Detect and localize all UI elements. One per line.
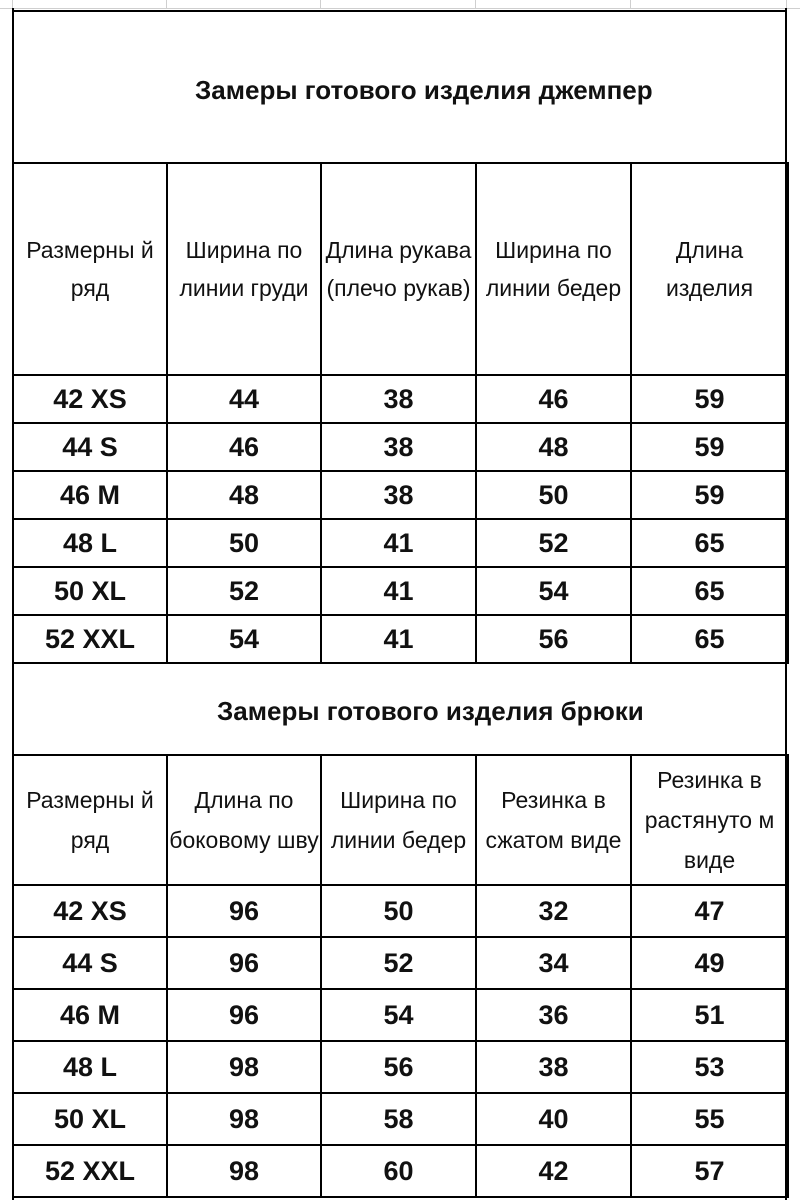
value-cell: 50 [476, 471, 631, 519]
size-cell: 50 XL [13, 1093, 167, 1145]
value-cell: 57 [631, 1145, 788, 1197]
value-cell: 96 [167, 885, 321, 937]
value-cell: 65 [631, 615, 788, 663]
value-cell: 96 [167, 989, 321, 1041]
value-cell: 44 [167, 375, 321, 423]
value-cell: 41 [321, 567, 476, 615]
trousers-header-elastic-relaxed: Резинка в сжатом виде [476, 755, 631, 885]
value-cell: 51 [631, 989, 788, 1041]
value-cell: 54 [476, 567, 631, 615]
size-cell: 52 XXL [13, 1145, 167, 1197]
value-cell: 54 [167, 615, 321, 663]
table-row [13, 1041, 788, 1093]
value-cell: 41 [321, 615, 476, 663]
column-divider [475, 0, 476, 8]
value-cell: 65 [631, 519, 788, 567]
value-cell: 40 [476, 1093, 631, 1145]
value-cell: 60 [321, 1145, 476, 1197]
value-cell: 58 [321, 1093, 476, 1145]
size-cell: 46 M [13, 989, 167, 1041]
value-cell: 42 [476, 1145, 631, 1197]
table-row [13, 615, 788, 663]
table-row [13, 989, 788, 1041]
jumper-table-title: Замеры готового изделия джемпер [195, 74, 653, 105]
value-cell: 38 [476, 1041, 631, 1093]
sheet-top-border [12, 10, 787, 12]
trousers-size-table [12, 754, 789, 1198]
table-row [13, 567, 788, 615]
value-cell: 53 [631, 1041, 788, 1093]
table-row [13, 519, 788, 567]
jumper-header-chest-width: Ширина по линии груди [167, 163, 321, 375]
table-row [13, 1093, 788, 1145]
value-cell: 59 [631, 423, 788, 471]
trousers-header-hip-width: Ширина по линии бедер [321, 755, 476, 885]
column-divider [630, 0, 631, 8]
value-cell: 49 [631, 937, 788, 989]
value-cell: 52 [476, 519, 631, 567]
value-cell: 98 [167, 1041, 321, 1093]
value-cell: 38 [321, 375, 476, 423]
table-row [13, 375, 788, 423]
size-cell: 44 S [13, 423, 167, 471]
value-cell: 50 [321, 885, 476, 937]
value-cell: 50 [167, 519, 321, 567]
value-cell: 34 [476, 937, 631, 989]
size-cell: 42 XS [13, 375, 167, 423]
jumper-header-sleeve-length: Длина рукава (плечо рукав) [321, 163, 476, 375]
size-cell: 42 XS [13, 885, 167, 937]
value-cell: 46 [476, 375, 631, 423]
value-cell: 52 [321, 937, 476, 989]
trousers-header-row [13, 755, 788, 885]
value-cell: 41 [321, 519, 476, 567]
value-cell: 55 [631, 1093, 788, 1145]
size-cell: 48 L [13, 519, 167, 567]
value-cell: 98 [167, 1093, 321, 1145]
trousers-header-size: Размерны й ряд [13, 755, 167, 885]
jumper-header-length: Длина изделия [631, 163, 788, 375]
column-divider [12, 0, 13, 8]
size-cell: 44 S [13, 937, 167, 989]
value-cell: 52 [167, 567, 321, 615]
jumper-header-size: Размерны й ряд [13, 163, 167, 375]
trousers-table-title: Замеры готового изделия брюки [217, 695, 644, 726]
jumper-header-row [13, 163, 788, 375]
table-row [13, 1145, 788, 1197]
value-cell: 38 [321, 423, 476, 471]
value-cell: 56 [321, 1041, 476, 1093]
jumper-size-table [12, 162, 789, 664]
table-row [13, 423, 788, 471]
table-row [13, 471, 788, 519]
value-cell: 56 [476, 615, 631, 663]
column-divider [320, 0, 321, 8]
value-cell: 65 [631, 567, 788, 615]
value-cell: 59 [631, 375, 788, 423]
value-cell: 54 [321, 989, 476, 1041]
value-cell: 59 [631, 471, 788, 519]
table-row [13, 885, 788, 937]
value-cell: 32 [476, 885, 631, 937]
value-cell: 96 [167, 937, 321, 989]
value-cell: 46 [167, 423, 321, 471]
value-cell: 98 [167, 1145, 321, 1197]
column-divider [786, 0, 787, 8]
size-cell: 46 M [13, 471, 167, 519]
size-cell: 48 L [13, 1041, 167, 1093]
value-cell: 48 [476, 423, 631, 471]
value-cell: 36 [476, 989, 631, 1041]
trousers-header-elastic-stretched: Резинка в растянуто м виде [631, 755, 788, 885]
table-row [13, 937, 788, 989]
value-cell: 47 [631, 885, 788, 937]
jumper-header-hip-width: Ширина по линии бедер [476, 163, 631, 375]
size-cell: 52 XXL [13, 615, 167, 663]
size-cell: 50 XL [13, 567, 167, 615]
value-cell: 48 [167, 471, 321, 519]
column-divider [166, 0, 167, 8]
value-cell: 38 [321, 471, 476, 519]
trousers-header-side-length: Длина по боковому шву [167, 755, 321, 885]
